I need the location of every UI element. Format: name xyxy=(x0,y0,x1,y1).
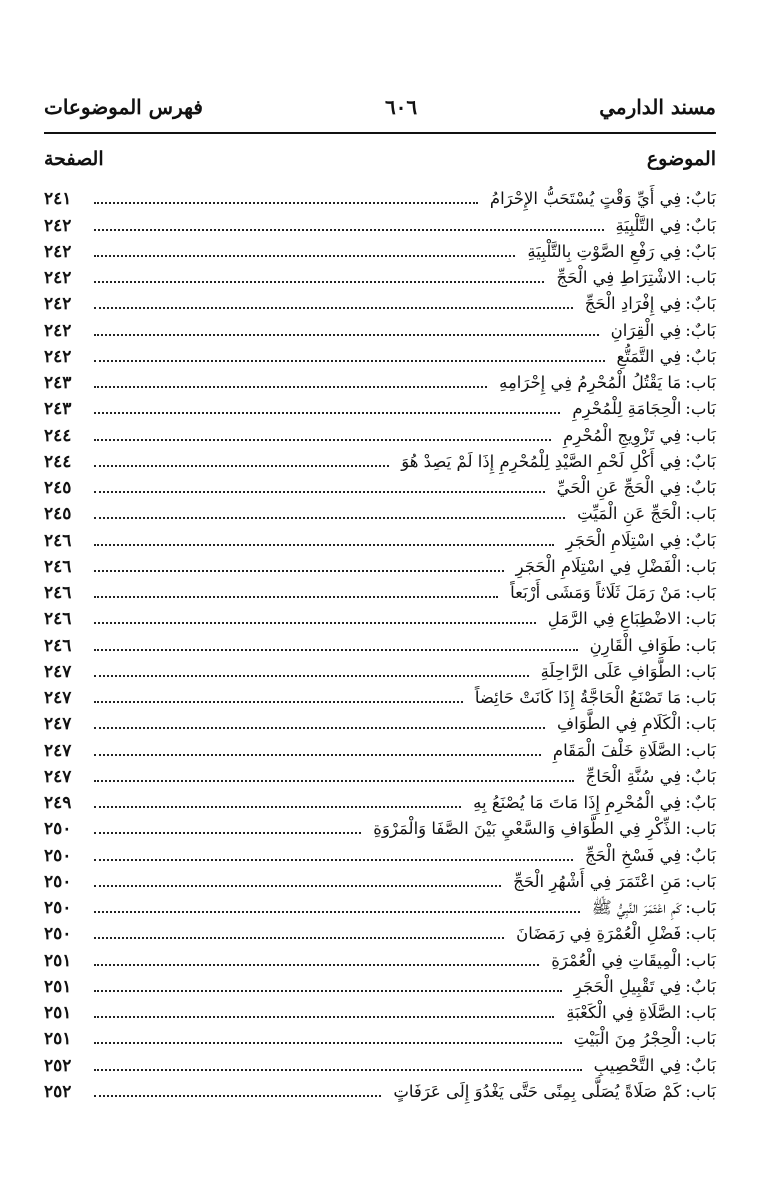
toc-entry-page: ٢٤٧ xyxy=(44,766,72,787)
toc-entry-page: ٢٤٧ xyxy=(44,661,72,682)
toc-entry-title: فِي إِفْرَادِ الْحَجِّ xyxy=(584,294,682,314)
toc-entry-label xyxy=(484,188,716,210)
toc-entry xyxy=(44,709,716,735)
toc-entry-title: مَا تَصْنَعُ الْحَاجَّةُ إِذَا كَانَتْ حَائِضاً xyxy=(474,688,682,707)
toc-entry-label xyxy=(571,503,716,525)
dot-leader xyxy=(94,990,562,992)
toc-entry xyxy=(44,420,716,446)
toc-entry-label xyxy=(387,1081,716,1103)
toc-entry-title: الصَّلَاةِ فِي الْكَعْبَةِ xyxy=(566,1003,682,1022)
dot-leader xyxy=(94,255,515,257)
toc-entry-title: الصَّلَاةِ خَلْفَ الْمَقَامِ xyxy=(552,740,682,760)
toc-entry-prefix: بَابٌ: xyxy=(685,451,716,471)
toc-entry-page: ٢٥٠ xyxy=(44,871,72,892)
toc-entry-label xyxy=(557,425,716,447)
toc-entry-page: ٢٥٠ xyxy=(44,819,72,840)
header-rule xyxy=(44,132,716,134)
toc-entry-title: مَنِ اعْتَمَرَ فِي أَشْهُرِ الْحَجِّ xyxy=(513,871,682,891)
toc-entry-page: ٢٤٤ xyxy=(44,451,72,472)
toc-entry-label xyxy=(469,687,716,709)
toc-entry-page: ٢٤٢ xyxy=(44,268,72,288)
dot-leader xyxy=(94,229,604,231)
toc-entry-page: ٢٤٦ xyxy=(44,556,72,577)
page-column-heading: الصفحة xyxy=(44,148,104,170)
toc-entry-title: الْحِجْرُ مِنَ الْبَيْتِ xyxy=(573,1029,682,1049)
toc-entry-page: ٢٤٣ xyxy=(44,373,72,393)
toc-entry xyxy=(44,919,716,945)
toc-entry-label xyxy=(547,740,716,762)
toc-entry-title: الطَّوَافِ عَلَى الرَّاحِلَةِ xyxy=(540,661,682,681)
toc-entry xyxy=(44,289,716,315)
dot-leader xyxy=(94,517,565,519)
toc-entry-prefix: بَاب: xyxy=(685,635,716,655)
toc-entry-page: ٢٥٢ xyxy=(44,1055,72,1076)
toc-entry xyxy=(44,184,716,210)
toc-entry-page: ٢٤٧ xyxy=(44,688,72,708)
toc-entry-label xyxy=(467,792,716,814)
toc-entry xyxy=(44,840,716,866)
toc-entry-label xyxy=(367,818,716,840)
toc-entry-page: ٢٥٠ xyxy=(44,845,72,866)
dot-leader xyxy=(94,360,605,362)
toc-entry-label xyxy=(580,766,716,788)
toc-entry xyxy=(44,578,716,604)
toc-entry-page: ٢٤١ xyxy=(44,189,72,210)
toc-entry-label xyxy=(521,241,716,263)
toc-entry-label xyxy=(550,267,716,289)
toc-entry-label xyxy=(510,556,716,578)
dot-leader xyxy=(94,964,539,966)
toc-entry xyxy=(44,657,716,683)
toc-entry-prefix: بَاب: xyxy=(685,740,716,760)
toc-entry-page: ٢٤٢ xyxy=(44,294,72,315)
toc-entry xyxy=(44,525,716,551)
toc-entry-label xyxy=(395,451,716,473)
toc-entry-title: فِي فَسْخِ الْحَجِّ xyxy=(584,845,682,865)
dot-leader xyxy=(94,1016,554,1018)
toc-entry xyxy=(44,1077,716,1103)
toc-entry-prefix: بَابٌ: xyxy=(685,320,716,340)
toc-entry-label xyxy=(566,398,716,420)
page-number: ٦٠٦ xyxy=(384,95,418,119)
toc-entry-prefix: بَابٌ: xyxy=(685,241,716,261)
toc-entry xyxy=(44,368,716,394)
toc-entry xyxy=(44,893,716,919)
toc-entry-page: ٢٤٢ xyxy=(44,346,72,367)
toc-entry-title: الْكَلَامِ فِي الطَّوَافِ xyxy=(557,714,682,734)
column-headings xyxy=(44,144,716,174)
toc-entry-prefix: بَاب: xyxy=(685,556,716,576)
toc-entry-title: كَمْ صَلَاةً يُصَلَّى بِمِنًى حَتَّى يَغْدُوَ إِلَى عَرَفَاتٍ xyxy=(393,1081,682,1101)
dot-leader xyxy=(94,622,536,624)
toc-entry-prefix: بَابٌ: xyxy=(685,793,716,812)
dot-leader xyxy=(94,727,545,729)
dot-leader xyxy=(94,412,560,414)
toc-entry-prefix: بَاب: xyxy=(685,373,716,392)
toc-entry xyxy=(44,473,716,499)
toc-entry xyxy=(44,683,716,709)
toc-entry-title: مَنْ رَمَلَ ثَلَاثاً وَمَشَى أَرْبَعاً xyxy=(510,583,682,602)
toc-entry-prefix: بَابٌ: xyxy=(685,346,716,366)
toc-entry-prefix: بَاب: xyxy=(685,661,716,681)
dot-leader xyxy=(94,570,504,572)
toc-entry xyxy=(44,814,716,840)
toc-entry-label xyxy=(510,923,716,945)
toc-entry-page: ٢٥٠ xyxy=(44,898,72,918)
toc-entry-label xyxy=(568,976,716,998)
toc-entry-label xyxy=(610,215,716,237)
toc-entry xyxy=(44,1024,716,1050)
toc-entry-label xyxy=(535,661,716,683)
toc-entry-title: الْمِيقَاتِ فِي الْعُمْرَةِ xyxy=(551,950,682,970)
toc-entry-label xyxy=(579,845,716,867)
toc-entry-page: ٢٤٣ xyxy=(44,399,72,420)
toc-entry-page: ٢٤٩ xyxy=(44,793,72,813)
section-title: فهرس الموضوعات xyxy=(44,95,203,119)
toc-entry xyxy=(44,447,716,473)
toc-entry xyxy=(44,263,716,289)
toc-entry-prefix: بَابٌ: xyxy=(685,215,716,235)
toc-entry-prefix: بَاب: xyxy=(685,399,716,419)
toc-entry xyxy=(44,630,716,656)
toc-entry xyxy=(44,867,716,893)
dot-leader xyxy=(94,596,498,598)
toc-entry xyxy=(44,604,716,630)
toc-entry-page: ٢٤٢ xyxy=(44,215,72,236)
toc-entry-prefix: بَاب: xyxy=(685,1029,716,1049)
toc-entry-prefix: بَاب: xyxy=(685,898,716,917)
dot-leader xyxy=(94,911,580,913)
dot-leader xyxy=(94,1069,582,1071)
toc-entry-title: الْفَضْلِ فِي اسْتِلَامِ الْحَجَرِ xyxy=(515,556,682,576)
toc-entry-label xyxy=(568,1028,716,1050)
toc-entry-page: ٢٤٥ xyxy=(44,504,72,525)
topic-column-heading: الموضوع xyxy=(646,148,716,170)
dot-leader xyxy=(94,544,554,546)
dot-leader xyxy=(94,859,573,861)
table-of-contents xyxy=(44,184,716,1103)
toc-entry-title: فِي التَّلْبِيَةِ xyxy=(615,215,682,235)
toc-entry-label xyxy=(588,1055,716,1077)
toc-entry-page: ٢٤٦ xyxy=(44,530,72,551)
dot-leader xyxy=(94,491,545,493)
toc-entry-label xyxy=(560,1002,716,1024)
toc-entry-page: ٢٥١ xyxy=(44,950,72,971)
toc-entry-prefix: بَابٌ: xyxy=(685,189,716,209)
toc-entry xyxy=(44,394,716,420)
dot-leader xyxy=(94,701,463,703)
toc-entry-label xyxy=(493,372,716,394)
toc-entry-title: فِي التَّمَتُّعِ xyxy=(616,346,682,366)
toc-entry-page: ٢٤٥ xyxy=(44,478,72,498)
toc-entry-label xyxy=(584,635,716,657)
toc-entry-prefix: بَاب: xyxy=(685,583,716,602)
toc-entry-title: مَا يَقْتُلُ الْمُحْرِمُ فِي إِحْرَامِهِ xyxy=(499,373,682,392)
toc-entry-page: ٢٤٦ xyxy=(44,635,72,656)
toc-entry-prefix: بَاب: xyxy=(685,688,716,707)
toc-entry-prefix: بَاب: xyxy=(685,425,716,445)
toc-entry-title: فِي الْقِرَانِ xyxy=(610,320,682,340)
toc-entry-page: ٢٤٤ xyxy=(44,425,72,446)
toc-entry-label xyxy=(586,897,716,919)
dot-leader xyxy=(94,885,501,887)
toc-entry-label xyxy=(611,346,717,368)
dot-leader xyxy=(94,832,361,834)
toc-entry-page: ٢٥١ xyxy=(44,1029,72,1050)
toc-entry-title: الذِّكْرِ فِي الطَّوَافِ وَالسَّعْيِ بَيْنَ الصَّفَا وَالْمَرْوَةِ xyxy=(373,819,682,839)
toc-entry xyxy=(44,972,716,998)
toc-entry xyxy=(44,499,716,525)
toc-entry-title: فِي أَكْلِ لَحْمِ الصَّيْدِ لِلْمُحْرِمِ إِذَا لَمْ يَصِدْ هُوَ xyxy=(401,451,682,471)
toc-entry-label xyxy=(605,320,716,342)
dot-leader xyxy=(94,780,574,782)
toc-entry-title: طَوَافِ الْقَارِنِ xyxy=(589,635,682,655)
toc-entry-prefix: بَابٌ: xyxy=(685,530,716,550)
toc-entry-prefix: بَاب: xyxy=(685,924,716,944)
dot-leader xyxy=(94,281,544,283)
toc-entry-page: ٢٥٢ xyxy=(44,1081,72,1102)
toc-entry-prefix: بَاب: xyxy=(685,1081,716,1101)
toc-entry-label xyxy=(542,608,716,630)
toc-entry-page: ٢٤٢ xyxy=(44,320,72,341)
toc-entry-prefix: بَابٌ: xyxy=(685,294,716,314)
toc-entry-title: الاضْطِبَاعِ فِي الرَّمَلِ xyxy=(547,609,682,629)
toc-entry-prefix: بَاب: xyxy=(685,268,716,287)
dot-leader xyxy=(94,937,504,939)
dot-leader xyxy=(94,202,478,204)
toc-entry-prefix: بَاب: xyxy=(685,819,716,839)
toc-entry-page: ٢٤٢ xyxy=(44,241,72,262)
toc-entry-title: فِي أَيِّ وَقْتٍ يُسْتَحَبُّ الإِحْرَامُ xyxy=(489,189,682,209)
toc-entry xyxy=(44,1050,716,1076)
book-title: مسند الدارمي xyxy=(599,95,716,119)
toc-entry-prefix: بَاب: xyxy=(685,1003,716,1022)
toc-entry-prefix: بَابٌ: xyxy=(685,478,716,497)
toc-entry-title: الْحَجِّ عَنِ الْمَيِّتِ xyxy=(577,504,682,524)
toc-entry-prefix: بَابٌ: xyxy=(685,976,716,996)
toc-entry-page: ٢٤٧ xyxy=(44,740,72,761)
toc-entry-page: ٢٤٦ xyxy=(44,583,72,603)
toc-entry-page: ٢٥٠ xyxy=(44,924,72,945)
toc-entry xyxy=(44,762,716,788)
toc-entry-title: فِي تَزْوِيجِ الْمُحْرِمِ xyxy=(563,425,682,445)
dot-leader xyxy=(94,1042,562,1044)
toc-entry xyxy=(44,788,716,814)
dot-leader xyxy=(94,334,599,336)
dot-leader xyxy=(94,675,529,677)
toc-entry-prefix: بَاب: xyxy=(685,871,716,891)
dot-leader xyxy=(94,754,541,756)
toc-entry-prefix: بَاب: xyxy=(685,504,716,524)
toc-entry xyxy=(44,945,716,971)
toc-entry xyxy=(44,315,716,341)
toc-entry-title: الاشْتِرَاطِ فِي الْحَجِّ xyxy=(556,268,682,287)
toc-entry-title: فِي تَقْبِيلِ الْحَجَرِ xyxy=(573,976,682,996)
toc-entry-label xyxy=(545,950,716,972)
toc-entry-prefix: بَابٌ: xyxy=(685,1055,716,1075)
dot-leader xyxy=(94,649,578,651)
dot-leader xyxy=(94,439,551,441)
toc-entry-title: فِي سُنَّةِ الْحَاجِّ xyxy=(585,766,682,786)
toc-entry-prefix: بَابٌ: xyxy=(685,766,716,786)
toc-entry-label xyxy=(504,582,716,604)
toc-entry-title: الْحِجَامَةِ لِلْمُحْرِمِ xyxy=(572,399,682,419)
toc-entry-title: فِي الْمُحْرِمِ إِذَا مَاتَ مَا يُصْنَعُ بِهِ xyxy=(473,793,682,812)
running-header xyxy=(44,92,716,122)
toc-entry-page: ٢٤٧ xyxy=(44,714,72,735)
toc-entry-title: فِي رَفْعِ الصَّوْتِ بِالتَّلْبِيَةِ xyxy=(527,241,682,261)
toc-entry-prefix: بَابٌ: xyxy=(685,845,716,865)
toc-entry-title: فَضْلِ الْعُمْرَةِ فِي رَمَضَانَ xyxy=(516,924,682,944)
toc-entry xyxy=(44,735,716,761)
toc-entry-label xyxy=(560,530,716,552)
toc-entry-label xyxy=(579,293,716,315)
toc-entry xyxy=(44,552,716,578)
toc-entry xyxy=(44,210,716,236)
dot-leader xyxy=(94,465,389,467)
dot-leader xyxy=(94,386,487,388)
toc-entry-label xyxy=(551,477,716,499)
toc-entry-label xyxy=(507,871,716,893)
toc-entry xyxy=(44,342,716,368)
toc-entry-label xyxy=(551,713,716,735)
toc-entry xyxy=(44,237,716,263)
toc-entry-page: ٢٤٦ xyxy=(44,609,72,630)
toc-entry-page: ٢٥١ xyxy=(44,976,72,997)
dot-leader xyxy=(94,806,461,808)
toc-entry-title: فِي التَّحْصِيبِ xyxy=(593,1055,682,1075)
toc-entry-title: فِي الْحَجِّ عَنِ الْحَيِّ xyxy=(556,478,682,497)
toc-entry xyxy=(44,998,716,1024)
toc-entry-prefix: بَاب: xyxy=(685,950,716,970)
dot-leader xyxy=(94,307,573,309)
toc-entry-page: ٢٥١ xyxy=(44,1003,72,1023)
toc-entry-prefix: بَاب: xyxy=(685,714,716,734)
toc-entry-title: كَمِ اعْتَمَرَ النَّبِيُّ ﷺ xyxy=(591,898,682,917)
dot-leader xyxy=(94,1095,381,1097)
toc-entry-prefix: بَاب: xyxy=(685,609,716,629)
toc-entry-title: فِي اسْتِلَامِ الْحَجَرِ xyxy=(565,530,682,550)
